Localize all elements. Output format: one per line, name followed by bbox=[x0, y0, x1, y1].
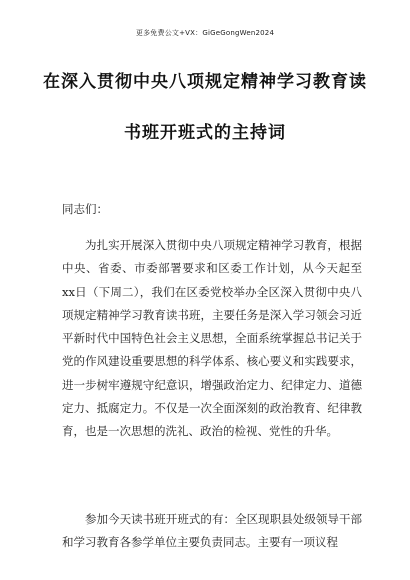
document-title-line-1: 在深入贯彻中央八项规定精神学习教育读 bbox=[43, 72, 367, 92]
document-title-line-2: 书班开班式的主持词 bbox=[124, 123, 286, 143]
paragraph: 为扎实开展深入贯彻中央八项规定精神学习教育，根据中央、省委、市委部署要求和区委工作计划，从今天起至xx日（下周二），我们在区委党校举办全区深入贯彻中央八项规定精神学习教育读书班，主要任务是深入学习领会习近平新时代中国特色社会主义思想，全面系统掌握总书记关于党的作风建设重要思想的科学体系、核心要义和实践要求，进一步树牢遵规守纪意识，增强政治定力、纪律定力、道德定力、抵腐定力。不仅是一次全面深刻的政治教育、纪律教育，也是一次思想的洗礼、政治的检视、党性的升华。 bbox=[62, 238, 362, 439]
greeting: 同志们： bbox=[62, 202, 108, 216]
paragraph: 参加今天读书班开班式的有：全区现职县处级领导干部和学习教育各参学单位主要负责同志。主要有一项议程 bbox=[62, 512, 362, 550]
header-note: 更多免费公文+VX：GiGeGongWen2024 bbox=[135, 29, 275, 37]
